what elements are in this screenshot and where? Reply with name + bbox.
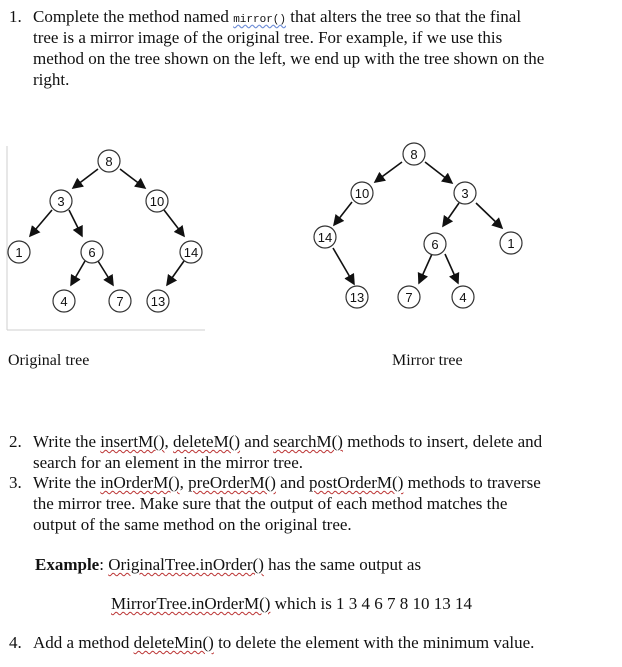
example-original-call: OriginalTree.inOrder(): [108, 555, 264, 574]
q2-method-delete: deleteM(): [173, 432, 241, 451]
mirror-node-10-label: 10: [354, 186, 370, 201]
original-node-4-label: 4: [60, 294, 68, 309]
q1-number: 1.: [9, 7, 22, 26]
q2-text: Write the: [33, 432, 101, 451]
q3-line2: the mirror tree. Make sure that the output of each method matches the: [33, 494, 508, 513]
q1-text-post: that alters the tree so that the final: [286, 7, 522, 26]
original-node-1-label: 1: [15, 245, 23, 260]
q3-and: and: [275, 473, 309, 492]
q1-line2: tree is a mirror image of the original tree. For example, if we use this: [33, 28, 503, 47]
q2-method-insert: insertM(): [100, 432, 165, 451]
q1-line3: method on the tree shown on the left, we end up with the tree shown on the: [33, 49, 545, 68]
mirror-node-13-label: 13: [349, 290, 365, 305]
original-tree-caption: Original tree: [8, 352, 90, 369]
q2-text-post: methods to insert, delete and: [342, 432, 543, 451]
example-line1: [35, 554, 421, 575]
mirror-node-14-label: 14: [317, 230, 333, 245]
original-node-7-label: 7: [116, 294, 124, 309]
mirror-tree-edges: [333, 162, 502, 284]
example-mirror-call: MirrorTree.inOrderM(): [111, 594, 271, 613]
original-tree-edges: [30, 169, 184, 285]
original-node-6-label: 6: [88, 245, 96, 260]
example-label: Example: [35, 555, 100, 574]
mirror-node-4-label: 4: [459, 290, 467, 305]
q3-text: Write the: [33, 473, 101, 492]
example-mirror-post: which is 1 3 4 6 7 8 10 13 14: [270, 594, 473, 613]
q1-line4: right.: [33, 70, 70, 89]
q3-sep: ,: [179, 473, 189, 492]
original-node-8-label: 8: [105, 154, 113, 169]
q3-method-postorder: postOrderM(): [308, 473, 404, 492]
example-line2: [111, 593, 472, 614]
q3-line1: [33, 472, 618, 493]
q3-method-inorder: inOrderM(): [100, 473, 180, 492]
q3-number: 3.: [9, 473, 22, 492]
mirror-node-3-label: 3: [461, 186, 469, 201]
mirror-node-1-label: 1: [507, 236, 515, 251]
mirror-node-7-label: 7: [405, 290, 413, 305]
mirror-node-8-label: 8: [410, 147, 418, 162]
mirror-tree-caption: Mirror tree: [392, 352, 463, 369]
original-node-3-label: 3: [57, 194, 65, 209]
q3-line3: output of the same method on the original tree.: [33, 515, 352, 534]
q1-method-name: mirror(): [233, 14, 286, 26]
original-node-14-label: 14: [183, 245, 199, 260]
q1-text: Complete the method named: [33, 7, 234, 26]
q4-line1: [33, 632, 534, 653]
example-colon: :: [99, 555, 109, 574]
q2-number: 2.: [9, 432, 22, 451]
q4-number: 4.: [9, 633, 22, 652]
original-node-13-label: 13: [150, 294, 166, 309]
q4-text: Add a method: [33, 633, 134, 652]
original-node-10-label: 10: [149, 194, 165, 209]
q4-text-post: to delete the element with the minimum value.: [213, 633, 535, 652]
mirror-node-6-label: 6: [431, 237, 439, 252]
example-original-post: has the same output as: [263, 555, 422, 574]
q2-line1: [33, 431, 618, 452]
q2-and: and: [240, 432, 274, 451]
q3-method-preorder: preOrderM(): [188, 473, 276, 492]
q2-method-search: searchM(): [273, 432, 343, 451]
q2-sep: ,: [164, 432, 174, 451]
q3-text-post: methods to traverse: [403, 473, 541, 492]
q4-method-deletemin: deleteMin(): [133, 633, 214, 652]
q2-line2: search for an element in the mirror tree.: [33, 453, 303, 472]
trees-figure: [0, 140, 622, 340]
